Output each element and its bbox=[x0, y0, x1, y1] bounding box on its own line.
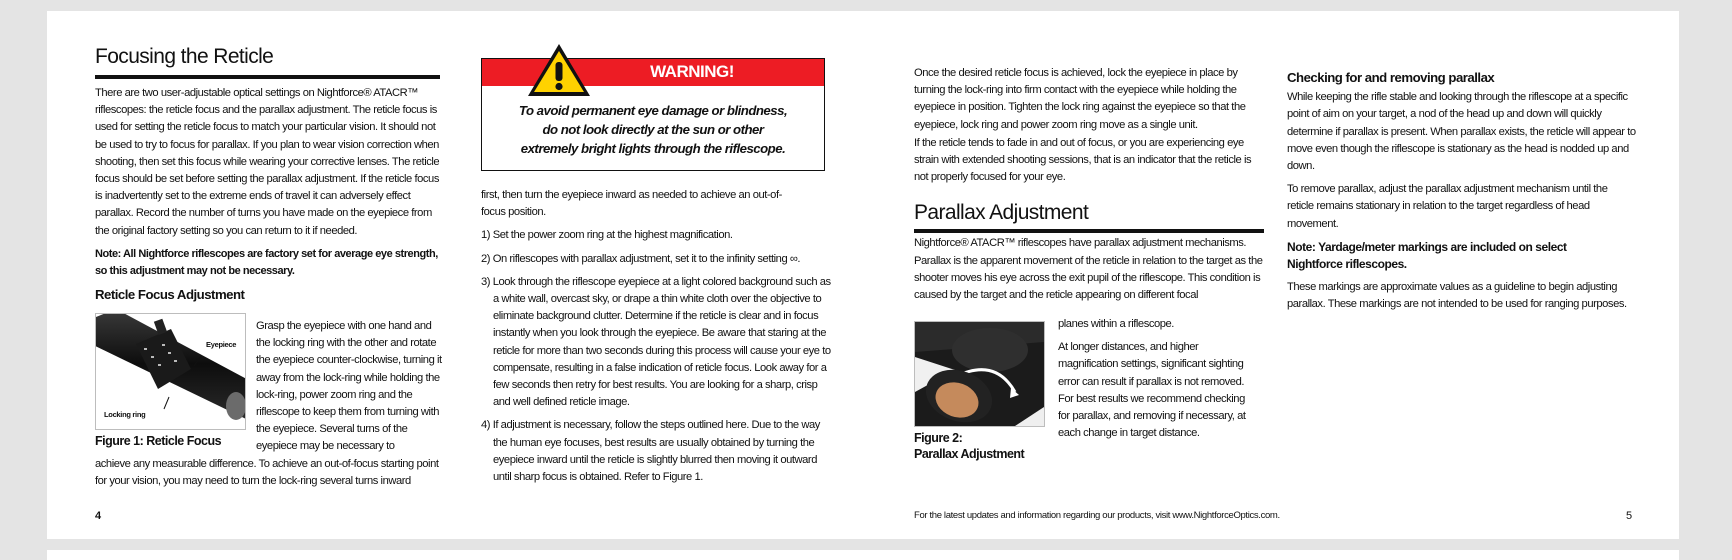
left-column-2 bbox=[481, 187, 831, 492]
page-number-left: 4 bbox=[95, 510, 102, 522]
step-item: 2) On riflescopes with parallax adjustment, set it to the infinity setting ∞. bbox=[481, 252, 801, 265]
grasp-continued-text: achieve any measurable difference. To achieve an out-of-focus starting point for your vision, you may need to turn the lock-ring several turns inward bbox=[95, 458, 439, 488]
note-factory-set: Note: All Nightforce riflescopes are factory set for average eye strength, so this adjustment may not be necessary. bbox=[95, 247, 438, 278]
title-rule bbox=[95, 75, 440, 79]
figure-1-reticle-focus-image bbox=[95, 313, 246, 430]
remove-paragraph: To remove parallax, adjust the parallax adjustment mechanism until the reticle remains stationary in relation to the target regardless of head movement. bbox=[1287, 183, 1608, 230]
grasp-paragraph bbox=[256, 318, 442, 462]
parallax-title-rule bbox=[914, 229, 1264, 233]
warning-title: WARNING! bbox=[650, 62, 734, 81]
page-number-right: 5 bbox=[1626, 510, 1633, 522]
longer-distance-paragraph: At longer distances, and higher magnification settings, significant sighting error can result if parallax is not removed. For best results we recommend checking for parallax, and removing if necessary, at each change in target distance. bbox=[1058, 341, 1246, 440]
figure-2-caption-line-1: Figure 2: bbox=[914, 431, 963, 445]
warning-line-1: To avoid permanent eye damage or blindness, bbox=[518, 103, 788, 118]
subheading-checking-parallax: Checking for and removing parallax bbox=[1287, 70, 1495, 85]
label-eyepiece: Eyepiece bbox=[206, 340, 237, 349]
note-yardage-markings: Note: Yardage/meter markings are included on select Nightforce riflescopes. bbox=[1287, 239, 1567, 272]
section-title-parallax: Parallax Adjustment bbox=[914, 201, 1089, 225]
warning-line-2: do not look directly at the sun or other bbox=[542, 122, 764, 137]
parallax-intro: Nightforce® ATACR™ riflescopes have parallax adjustment mechanisms. Parallax is the apparent movement of the reticle in relation to the target as the shooter moves his eye across the exit pupil of the riflescope. This condition is caused by the target and the reticle appearing on different focal bbox=[914, 237, 1263, 302]
markings-paragraph: These markings are approximate values as a guideline to begin adjusting parallax. These markings are not intended to be used for ranging purposes. bbox=[1287, 281, 1627, 311]
intro-paragraph: There are two user-adjustable optical settings on Nightforce® ATACR™ riflescopes: the reticle focus and the parallax adjustment. The reticle focus is used for setting the reticle focus to match your particular vision. It should not be used to try to focus for parallax. If you plan to wear vision correction when shooting, then set this focus while wearing your corrective lenses. The reticle focus should be set before setting the parallax adjustment. If the reticle focus is inadvertently set to the extreme ends of travel it can adversely effect parallax. Record the number of turns you have made on the eyepiece from the original factory setting so you can return to it if needed. bbox=[95, 87, 440, 237]
step-item: 4) If adjustment is necessary, follow the steps outlined here. Due to the way the human eye focuses, best results are usually obtained by turning the eyepiece inward until the reticle is slightly blurred then moving it outward until sharp focus is obtained. Refer to Figure 1. bbox=[481, 419, 820, 484]
check-paragraph: While keeping the rifle stable and looking through the riflescope at a specific point of aim on your target, a nod of the head up and down will quickly determine if parallax is present. When parallax exists, the reticle will appear to move even though the riflescope is stationary as the head is nodded up and down. bbox=[1287, 91, 1636, 173]
step-item: 1) Set the power zoom ring at the highest magnification. bbox=[481, 229, 733, 242]
section-title-focusing: Focusing the Reticle bbox=[95, 45, 274, 68]
left-column-1 bbox=[95, 44, 440, 307]
subheading-reticle-focus: Reticle Focus Adjustment bbox=[95, 287, 245, 303]
warning-box bbox=[481, 58, 825, 171]
warning-message bbox=[482, 101, 824, 158]
parallax-side-text bbox=[1058, 316, 1258, 448]
right-column-1 bbox=[914, 65, 1264, 304]
warning-line-3: extremely bright lights through the riflescope. bbox=[520, 141, 786, 156]
figure-2-caption bbox=[914, 430, 1024, 462]
figure-1-caption: Figure 1: Reticle Focus bbox=[95, 434, 222, 448]
label-locking-ring: Locking ring bbox=[104, 410, 146, 419]
grasp-continued-paragraph bbox=[95, 456, 445, 496]
focus-steps-list bbox=[481, 227, 831, 486]
grasp-text: Grasp the eyepiece with one hand and the locking ring with the other and rotate the eyepiece counter-clockwise, turning it away from the lock-ring while holding the lock-ring, power zoom ring and the riflescope to keep them from turning with the eyepiece. Several turns of the eyepiece may be necessary to bbox=[256, 320, 442, 453]
figure-2-caption-line-2: Parallax Adjustment bbox=[914, 447, 1025, 461]
next-spread-edge bbox=[47, 550, 1679, 560]
lock-paragraph: Once the desired reticle focus is achieved, lock the eyepiece in place by turning the lock-ring into firm contact with the eyepiece while holding the eyepiece in position. Tighten the lock ring against the eyepiece so that the eyepiece, lock ring and power zoom ring move as a single unit. bbox=[914, 67, 1246, 131]
parallax-intro-end: planes within a riflescope. bbox=[1058, 318, 1174, 330]
figure-2-parallax-image bbox=[914, 321, 1045, 427]
warning-triangle-icon bbox=[526, 42, 592, 98]
continued-paragraph: first, then turn the eyepiece inward as needed to achieve an out-of-focus position. bbox=[481, 189, 782, 219]
right-column-2 bbox=[1287, 69, 1647, 320]
fade-paragraph: If the reticle tends to fade in and out of focus, or you are experiencing eye strain with extended shooting sessions, that is an indicator that the reticle is not properly focused for your eye. bbox=[914, 136, 1252, 184]
parallax-turret-illustration bbox=[915, 322, 1044, 426]
footer-website-note: For the latest updates and information regarding our products, visit www.NightforceOptics.com. bbox=[914, 510, 1280, 521]
step-item: 3) Look through the riflescope eyepiece at a light colored background such as a white wall, overcast sky, or drape a thin white cloth over the objective to eliminate background clutter. Determine if the reticle is clear and in focus instantly when you look through the eyepiece. Be aware that staring at the reticle for more than two seconds during this process will cause your eye to compensate, resulting in a false indication of reticle focus. Look away for a few seconds then retry for best results. You are looking for a sharp, crisp and well defined reticle image. bbox=[481, 275, 831, 409]
